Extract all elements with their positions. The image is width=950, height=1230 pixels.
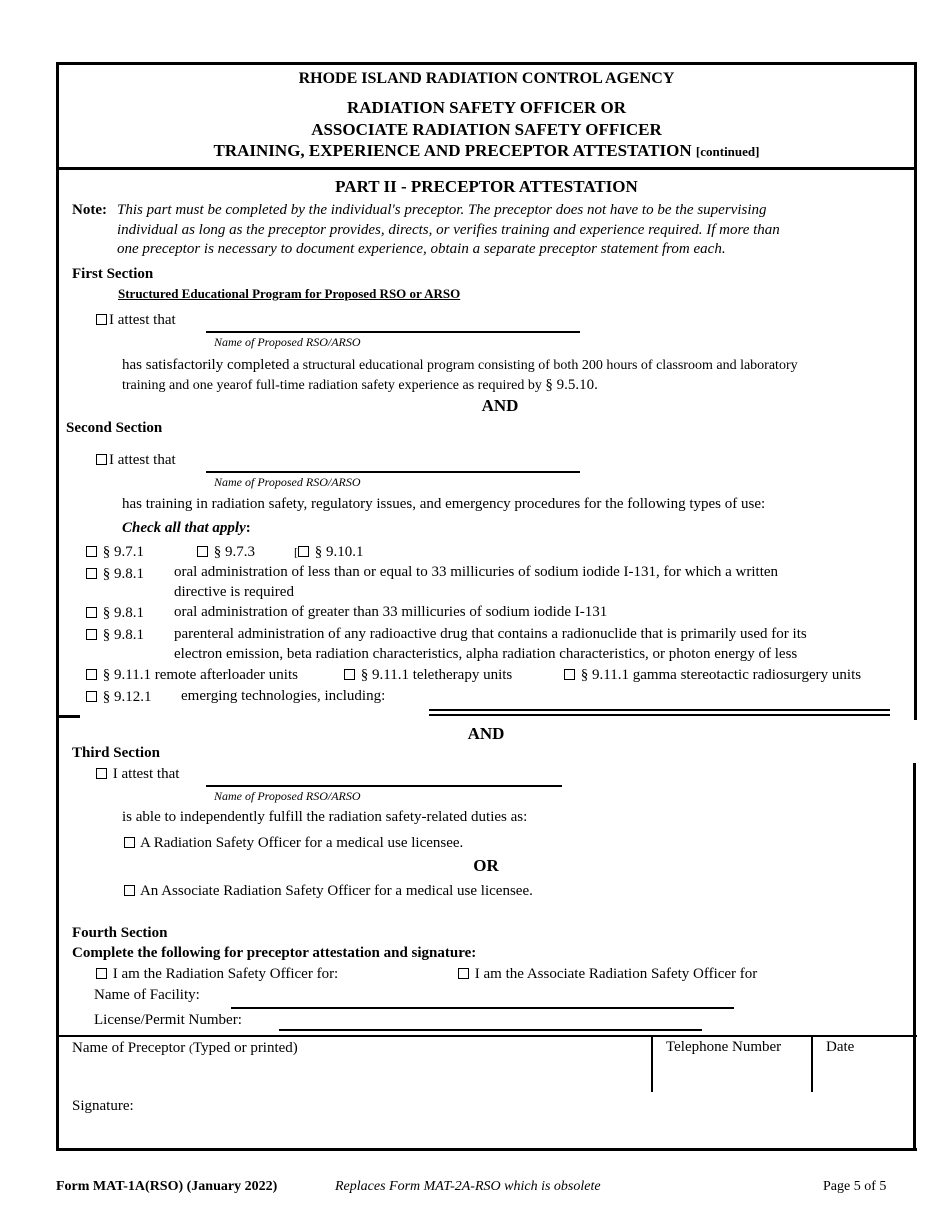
- first-text-line2-a: training and one yearof full-time radiation safety experience as required by: [122, 378, 546, 393]
- first-text-line1-b: a structural educational program consisting of both 200 hours of classroom and laboratory: [289, 358, 798, 373]
- option-9111b: [344, 667, 512, 684]
- third-option-arso-checkbox[interactable]: [124, 885, 135, 896]
- section-break-right: [429, 709, 890, 711]
- agency-name: RHODE ISLAND RADIATION CONTROL AGENCY: [298, 70, 675, 87]
- option-9101-checkbox[interactable]: [298, 546, 309, 557]
- option-981b-checkbox[interactable]: [86, 607, 97, 618]
- option-981c-checkbox[interactable]: [86, 629, 97, 640]
- third-option-arso-label: An Associate Radiation Safety Officer for a medical use licensee.: [139, 883, 533, 899]
- option-981a-label: § 9.8.1: [102, 566, 144, 582]
- option-9111c-label: § 9.11.1 gamma stereotactic radiosurgery units: [580, 667, 862, 683]
- third-option-rso-checkbox[interactable]: [124, 837, 135, 848]
- fourth-section-instruction: Complete the following for preceptor attestation and signature:: [72, 945, 477, 961]
- continued-label: [continued]: [695, 144, 760, 159]
- first-attest-row: [96, 312, 176, 329]
- form-title-line3-text: TRAINING, EXPERIENCE AND PRECEPTOR ATTESTATION: [213, 141, 692, 160]
- first-attest-checkbox[interactable]: [96, 314, 107, 325]
- option-9121-desc: emerging technologies, including:: [181, 688, 386, 704]
- option-9111a-label: § 9.11.1 remote afterloader units: [102, 667, 298, 683]
- footer-form-id: Form MAT-1A(RSO) (January 2022): [56, 1179, 278, 1194]
- option-9111a: [86, 667, 298, 684]
- preceptor-name-label: [72, 1040, 298, 1057]
- option-9121: [86, 689, 152, 706]
- telephone-column-divider: [651, 1037, 653, 1092]
- option-973-checkbox[interactable]: [197, 546, 208, 557]
- option-971-label: § 9.7.1: [102, 544, 144, 560]
- preceptor-name-label-a: Name of Preceptor: [72, 1040, 190, 1056]
- header-divider: [56, 167, 917, 170]
- fourth-option-rso: [96, 966, 338, 983]
- preceptor-name-label-b: (: [189, 1041, 194, 1055]
- option-9121-checkbox[interactable]: [86, 691, 97, 702]
- note-line3: one preceptor is necessary to document experience, obtain a separate preceptor statement from each.: [117, 241, 726, 257]
- option-9101: [294, 544, 364, 561]
- third-option-rso-label: A Radiation Safety Officer for a medical use licensee.: [139, 835, 464, 851]
- second-attest-row: [96, 452, 176, 469]
- preceptor-name-label-c: Typed or printed): [193, 1040, 298, 1056]
- section-break-right2: [429, 714, 890, 716]
- second-section-heading: Second Section: [66, 420, 163, 436]
- second-attest-checkbox[interactable]: [96, 454, 107, 465]
- option-981a-checkbox[interactable]: [86, 568, 97, 579]
- form-title-line3: [56, 141, 917, 161]
- option-981b: [86, 605, 144, 622]
- part2-title: PART II - PRECEPTOR ATTESTATION: [335, 177, 638, 196]
- third-option-arso: [124, 883, 533, 900]
- second-field-caption: Name of Proposed RSO/ARSO: [214, 475, 361, 489]
- check-all-label: [122, 520, 251, 537]
- third-option-rso: [124, 835, 463, 852]
- date-column-divider: [811, 1037, 813, 1092]
- check-all-colon: :: [245, 520, 251, 536]
- note-label: Note:: [72, 202, 107, 218]
- option-9101-label: § 9.10.1: [314, 544, 364, 560]
- facility-name-field[interactable]: [231, 1007, 734, 1009]
- footer-page-number: Page 5 of 5: [823, 1179, 887, 1194]
- option-971: [86, 544, 144, 561]
- license-label: License/Permit Number:: [94, 1012, 242, 1028]
- third-section-heading: Third Section: [72, 745, 160, 761]
- third-attest-checkbox[interactable]: [96, 768, 107, 779]
- bracket-glyph: [: [294, 545, 298, 559]
- option-973-label: § 9.7.3: [213, 544, 255, 560]
- option-981c-desc-line2: electron emission, beta radiation characteristics, alpha radiation characteristics, or photon energy of less: [174, 646, 798, 662]
- note-line1: This part must be completed by the individual's preceptor. The preceptor does not have to be the supervising: [117, 202, 767, 218]
- bottom-border: [56, 1148, 917, 1151]
- second-attest-label: I attest that: [109, 452, 176, 468]
- option-9111a-checkbox[interactable]: [86, 669, 97, 680]
- first-text-line1: [122, 356, 798, 374]
- option-981c: [86, 627, 144, 644]
- fourth-option-rso-checkbox[interactable]: [96, 968, 107, 979]
- fourth-option-rso-label: I am the Radiation Safety Officer for:: [112, 966, 339, 982]
- option-981b-label: § 9.8.1: [102, 605, 144, 621]
- right-border-lower: [913, 763, 916, 1151]
- option-981a-desc-line2: directive is required: [174, 584, 294, 600]
- facility-label: Name of Facility:: [94, 987, 200, 1003]
- fourth-option-arso-checkbox[interactable]: [458, 968, 469, 979]
- check-all-text: Check all that apply: [122, 520, 246, 536]
- second-section-text: has training in radiation safety, regulatory issues, and emergency procedures for the following types of use:: [122, 496, 766, 512]
- first-field-caption: Name of Proposed RSO/ARSO: [214, 335, 361, 349]
- first-rso-name-field[interactable]: [206, 331, 580, 333]
- license-number-field[interactable]: [279, 1029, 702, 1031]
- first-attest-label: I attest that: [109, 312, 176, 328]
- note-line2: individual as long as the preceptor provides, directs, or verifies training and experience required. If more than: [117, 222, 780, 238]
- option-981a: [86, 566, 144, 583]
- option-981c-label: § 9.8.1: [102, 627, 144, 643]
- first-text-line2-b: § 9.5.10.: [545, 377, 598, 393]
- telephone-label: Telephone Number: [666, 1039, 782, 1055]
- footer-replaces: Replaces Form MAT-2A-RSO which is obsolete: [335, 1179, 601, 1194]
- or-divider: OR: [473, 856, 499, 875]
- option-9121-label: § 9.12.1: [102, 689, 152, 705]
- option-9111b-checkbox[interactable]: [344, 669, 355, 680]
- option-973: [197, 544, 255, 561]
- section-break-left: [56, 715, 80, 718]
- signature-label: Signature:: [72, 1098, 134, 1114]
- fourth-option-arso: [458, 966, 757, 983]
- third-section-text: is able to independently fulfill the radiation safety-related duties as:: [122, 809, 528, 825]
- third-field-caption: Name of Proposed RSO/ARSO: [214, 789, 361, 803]
- option-981b-desc: oral administration of greater than 33 millicuries of sodium iodide I-131: [174, 604, 608, 620]
- option-981a-desc-line1: oral administration of less than or equal to 33 millicuries of sodium iodide I-131, for which a written: [174, 564, 779, 580]
- form-title-line1: RADIATION SAFETY OFFICER OR: [346, 98, 627, 117]
- first-section-subheading: Structured Educational Program for Proposed RSO or ARSO: [118, 286, 461, 301]
- third-rso-name-field[interactable]: [206, 785, 562, 787]
- option-9111c-checkbox[interactable]: [564, 669, 575, 680]
- first-section-heading: First Section: [72, 266, 154, 282]
- fourth-option-arso-label: I am the Associate Radiation Safety Officer for: [474, 966, 758, 982]
- option-981c-desc-line1: parenteral administration of any radioactive drug that contains a radionuclide that is primarily used for its: [174, 626, 807, 642]
- third-attest-row: [96, 766, 179, 783]
- signature-divider: [56, 1035, 917, 1037]
- second-rso-name-field[interactable]: [206, 471, 580, 473]
- left-border-lower: [56, 718, 59, 1151]
- date-label: Date: [826, 1039, 855, 1055]
- and-divider-1: AND: [481, 396, 519, 415]
- third-attest-label: I attest that: [112, 766, 180, 782]
- option-971-checkbox[interactable]: [86, 546, 97, 557]
- option-9111c: [564, 667, 861, 684]
- first-text-line2: [122, 376, 598, 394]
- fourth-section-heading: Fourth Section: [72, 925, 168, 941]
- form-title-line2: ASSOCIATE RADIATION SAFETY OFFICER: [311, 120, 662, 139]
- option-9111b-label: § 9.11.1 teletherapy units: [360, 667, 513, 683]
- first-text-line1-a: has satisfactorily completed: [122, 357, 290, 373]
- and-divider-2: AND: [467, 724, 505, 743]
